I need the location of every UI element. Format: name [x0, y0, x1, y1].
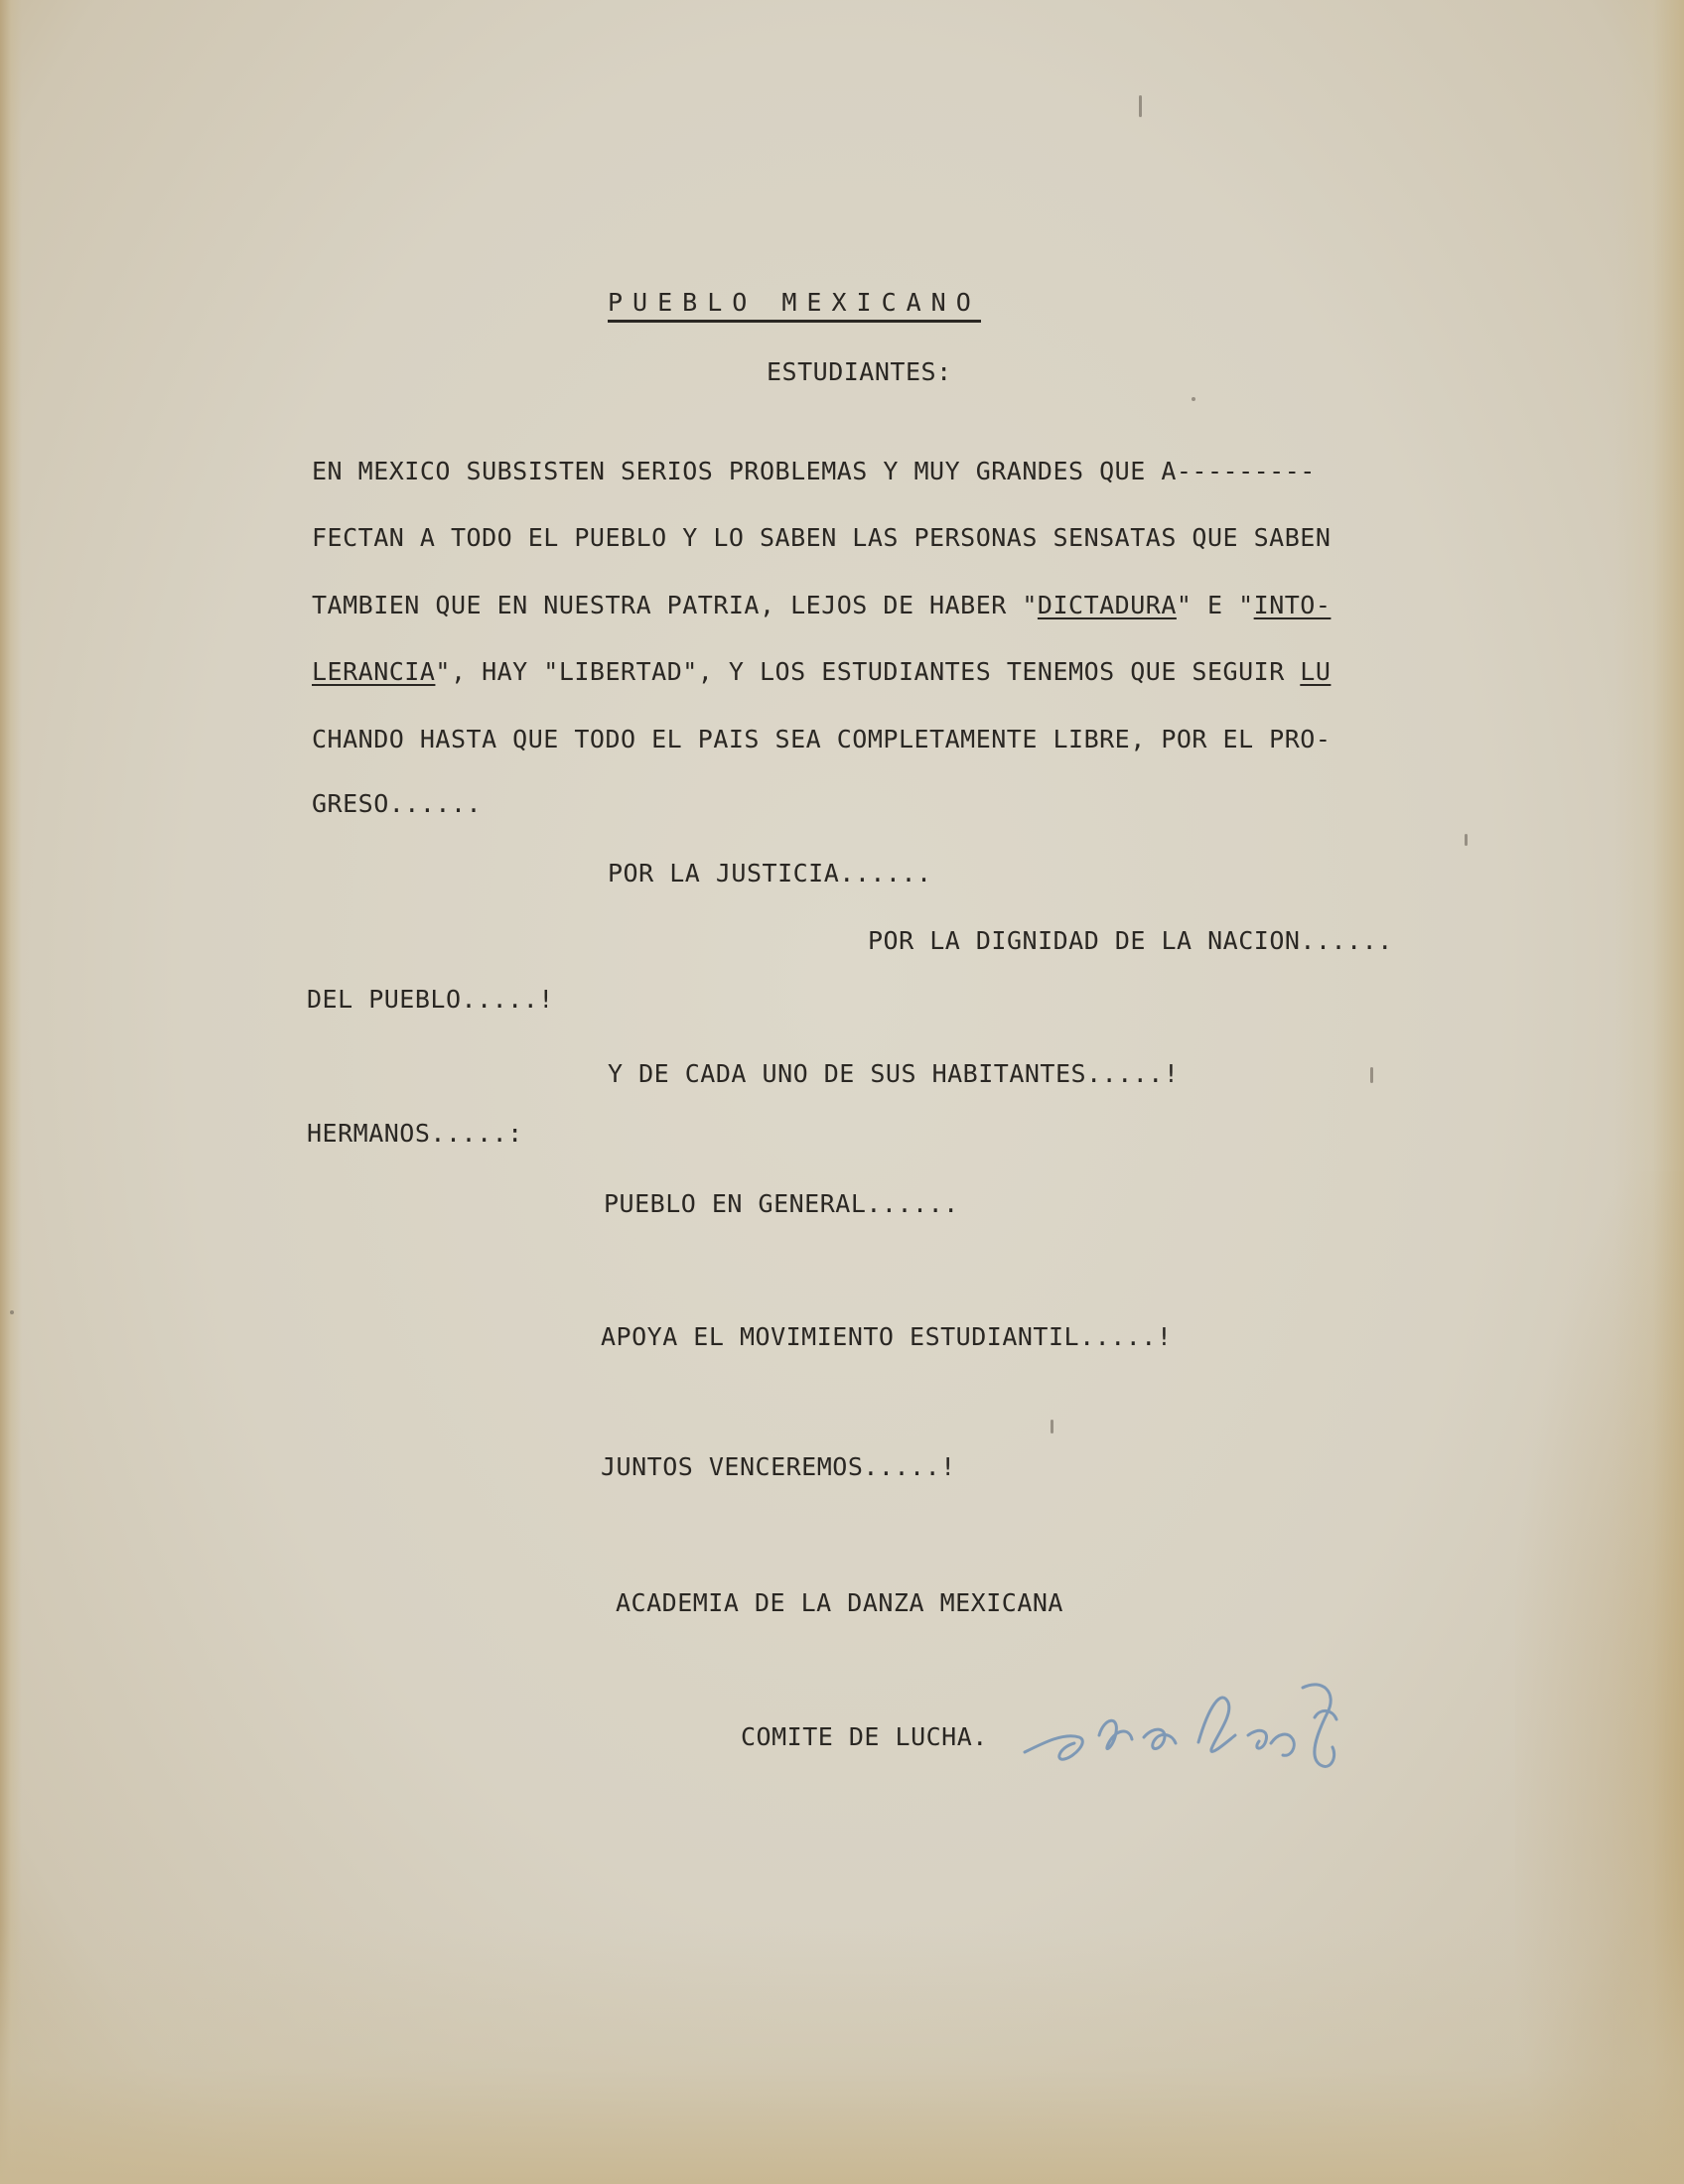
underlined-into: INTO-	[1253, 591, 1332, 619]
paper-speck	[1051, 1420, 1053, 1433]
paragraph-line-1: EN MEXICO SUBSISTEN SERIOS PROBLEMAS Y MUY GRANDES QUE A---------	[312, 457, 1316, 485]
line-justicia: POR LA JUSTICIA......	[608, 859, 932, 887]
paragraph-line-6: GRESO......	[312, 789, 483, 818]
document-title: PUEBLO MEXICANO	[608, 288, 981, 323]
line-habitantes: Y DE CADA UNO DE SUS HABITANTES.....!	[608, 1059, 1180, 1088]
paper-speck	[1192, 397, 1195, 401]
paragraph-line-4	[312, 657, 1331, 687]
paragraph-line-3	[312, 591, 1331, 620]
line-del-pueblo: DEL PUEBLO.....!	[307, 985, 554, 1014]
line-pueblo-general: PUEBLO EN GENERAL......	[604, 1189, 959, 1218]
salutation: ESTUDIANTES:	[767, 357, 952, 386]
underlined-dictadura: DICTADURA	[1037, 591, 1177, 619]
paragraph-line-3-part-b: " E "	[1176, 591, 1254, 619]
signatory-academia: ACADEMIA DE LA DANZA MEXICANA	[616, 1588, 1063, 1617]
water-stain	[1515, 1171, 1684, 2184]
paragraph-line-5: CHANDO HASTA QUE TODO EL PAIS SEA COMPLETAMENTE LIBRE, POR EL PRO-	[312, 725, 1332, 753]
underlined-lerancia: LERANCIA	[312, 657, 436, 686]
signatory-comite: COMITE DE LUCHA.	[741, 1722, 988, 1751]
paper-speck	[10, 1310, 14, 1314]
paper-aged-edge-left	[0, 0, 22, 2184]
paper-speck	[1139, 95, 1142, 117]
handwritten-signature	[1005, 1648, 1352, 1797]
paper-aged-edge-bottom	[0, 1926, 1684, 2184]
line-hermanos: HERMANOS.....:	[307, 1119, 523, 1148]
line-apoya: APOYA EL MOVIMIENTO ESTUDIANTIL.....!	[601, 1322, 1173, 1351]
paragraph-line-2: FECTAN A TODO EL PUEBLO Y LO SABEN LAS PERSONAS SENSATAS QUE SABEN	[312, 523, 1332, 552]
underlined-lu: LU	[1300, 657, 1332, 686]
line-juntos: JUNTOS VENCEREMOS.....!	[601, 1452, 956, 1481]
paragraph-line-4-part-a: ", HAY "LIBERTAD", Y LOS ESTUDIANTES TENEMOS QUE SEGUIR	[435, 657, 1301, 686]
paper-speck	[1465, 834, 1468, 846]
line-dignidad: POR LA DIGNIDAD DE LA NACION......	[868, 926, 1393, 955]
paragraph-line-3-part-a: TAMBIEN QUE EN NUESTRA PATRIA, LEJOS DE HABER "	[312, 591, 1038, 619]
paper-speck	[1370, 1067, 1373, 1083]
